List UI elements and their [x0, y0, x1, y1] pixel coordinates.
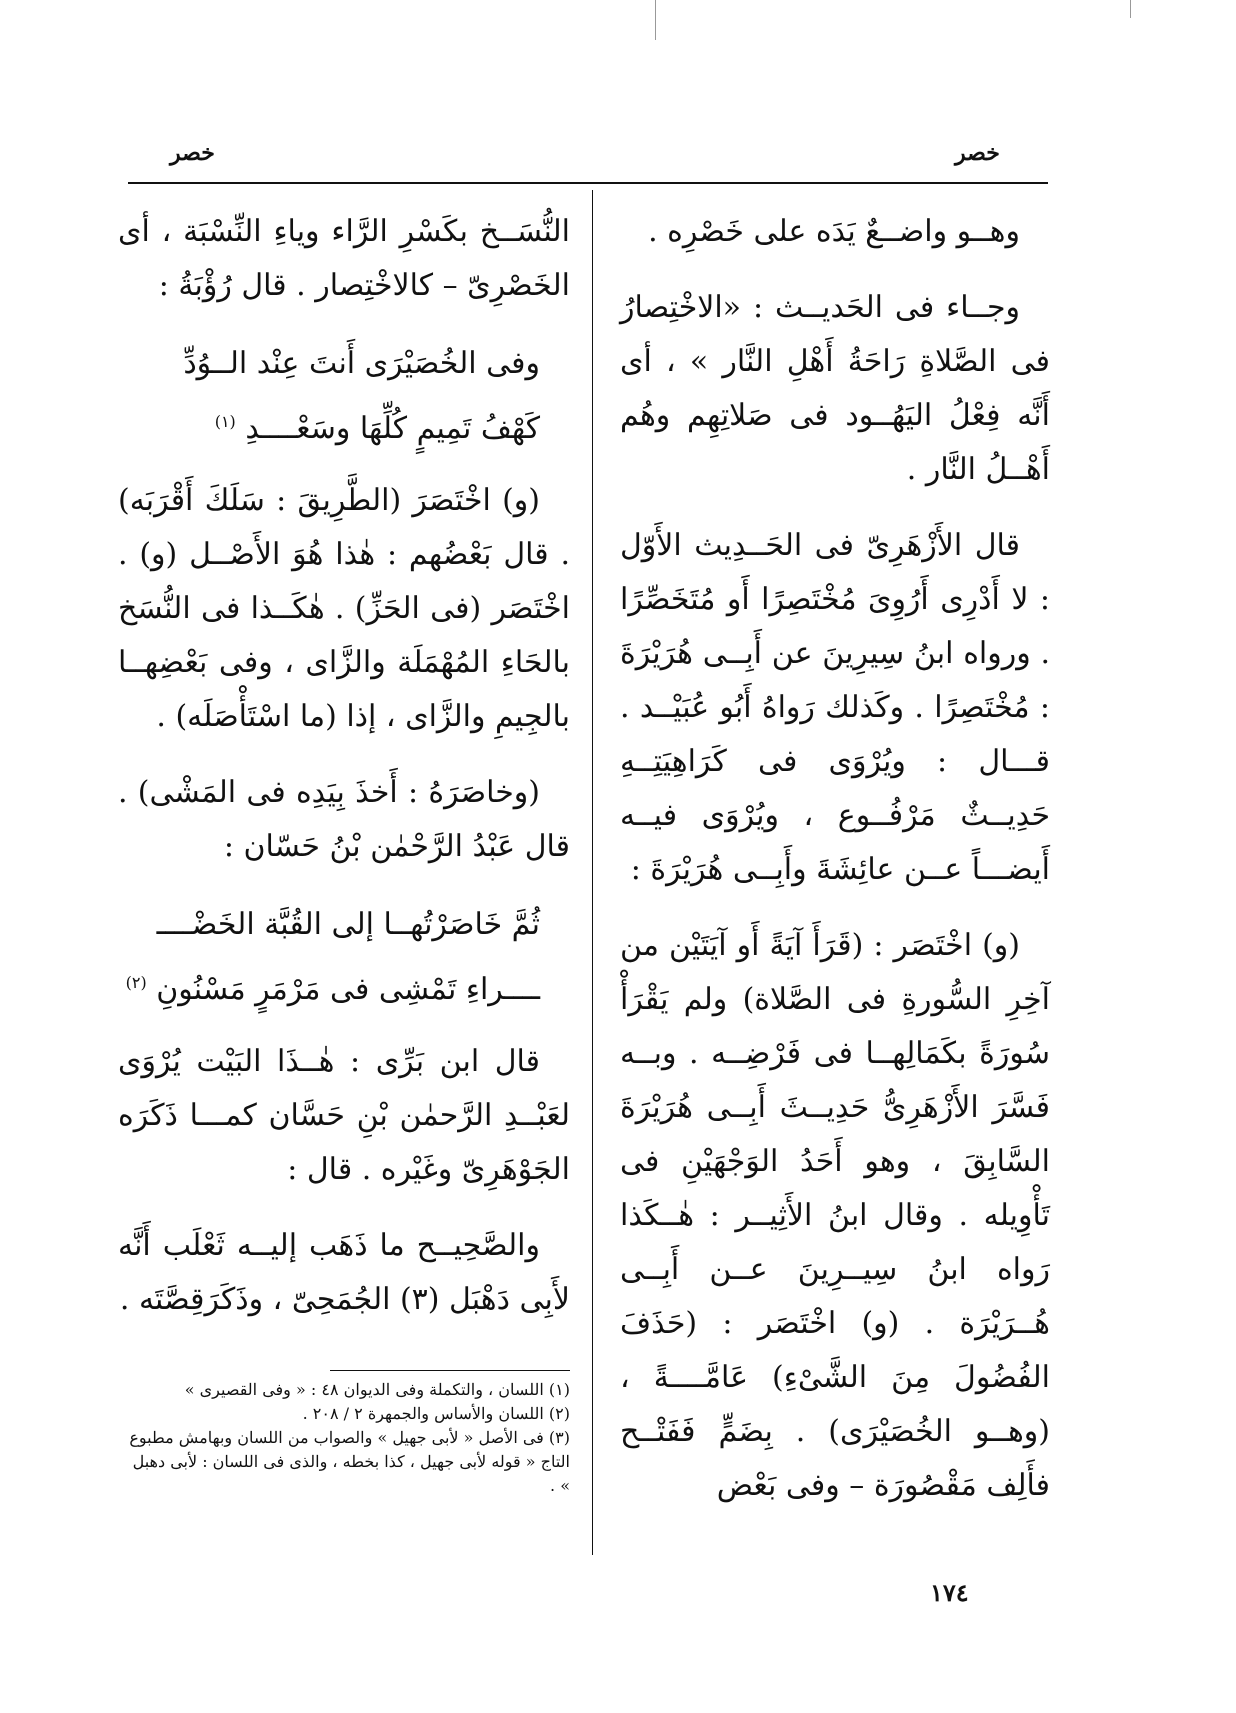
verse-text: ــــراءِ تَمْشِى فى مَرْمَرٍ مَسْنُونِ [156, 972, 540, 1007]
paragraph: قال الأَزْهَرِىّ فى الحَــدِيث الأَوّل : لا أَدْرِى أَرُوِىَ مُخْتَصِرًا أَو مُتَخَصِّرًا . ورواه ابنُ سِيرِينَ عن أَبِــى هُرَيْرَةَ : مُخْتَصِرًا . وكَذلك رَواهُ أَبُو عُبَيْــد . قـــال : ويُرْوَى فى كَرَاهِيَتِــهِ حَدِيــثٌ مَرْفُــوع ، ويُرْوَى فيــه أَيضـــاً عــن عائِشَةَ وأَبِــى هُرَيْرَةَ : [620, 528, 1050, 887]
paragraph: وهــو واضــعٌ يَدَه على خَصْرِه . [648, 214, 1020, 249]
right-column [620, 205, 1050, 1535]
verse-line: ثُمَّ خَاصَرْتُهــا إلى القُبَّة الخَضْــــ [156, 907, 540, 942]
poem-verse [118, 335, 570, 458]
footnote: (٣) فى الأصل « لأبى جهيل » والصواب من اللسان وبهامش مطبوع التاج « قوله لأبى جهيل ، كذا بخطه ، والذى فى اللسان : لأبى دهبل » . [129, 1428, 570, 1495]
paragraph: والصَّحِيــح ما ذَهَب إليــه ثَعْلَب أَنَّه لأَبِى دَهْبَل (٣) الجُمَحِىّ ، وذَكَرَقِصَّتَه . [118, 1228, 570, 1317]
crop-mark-top-right [1130, 0, 1131, 18]
footnote-marker: (١) [214, 412, 236, 431]
paragraph: (و) اخْتَصَر : (قَرَأَ آيَةً أَو آيَتَيْن من آخِرِ السُّورةِ فى الصَّلاة) ولم يَقْرَأْ سُورَةً بكَمَالِهــا فى فَرْضِــه . وبــه فَسَّرَ الأَزْهَرِىُّ حَدِيــثَ أَبِــى هُرَيْرَةَ السَّابِقَ ، وهو أَحَدُ الوَجْهَيْنِ فى تَأْوِيله . وقال ابنُ الأَثِيــر : هٰــكَذا رَواه ابنُ سِيــرِينَ عــن أَبِــى هُــرَيْرَة . (و) اخْتَصَر : (حَذَفَ الفُضُولَ مِنَ الشَّىْءِ) عَامَّــــةً ، (وهــو الخُصَيْرَى) . بِضَمٍّ فَفَتْــح فأَلِف مَقْصُورَة – وفى بَعْض [620, 928, 1050, 1503]
running-head-right: خصر [955, 140, 1000, 166]
page-number: ١٧٤ [930, 1578, 969, 1607]
running-head-left: خصر [170, 140, 215, 166]
paragraph: قال ابن بَرِّى : هٰــذَا البَيْت يُرْوَى لعَبْــدِ الرَّحمٰن بْنِ حَسَّان كمـــا ذَكَرَه الجَوْهَرِىّ وغَيْره . قال : [118, 1044, 570, 1187]
paragraph: النُّسَــخ بكَسْرِ الرَّاء وياءِ النِّسْبَة ، أى الخَصْرِىّ – كالاخْتِصار . قال رُؤْبَةُ : [118, 214, 570, 303]
verse-line: وفى الخُصَيْرَى أَنتَ عِنْد الــوُدِّ [183, 346, 540, 381]
verse-line [118, 393, 540, 458]
verse-text: كَهْفُ تَمِيمٍ كُلِّهَا وسَعْــــدِ [245, 411, 540, 446]
footnote: (٢) اللسان والأساس والجمهرة ٢ / ٢٠٨ . [302, 1404, 570, 1423]
paragraph: (و) اخْتَصَرَ (الطَّرِيقَ : سَلَكَ أَقْرَبَه) . قال بَعْضُهم : هٰذا هُوَ الأَصْــل (و) . اخْتَصَر (فى الحَزِّ) . هٰكَــذا فى النُّسَخ بالحَاءِ المُهْمَلَة والزَّاى ، وفى بَعْضِهــا بالجِيمِ والزَّاى ، إذا (ما اسْتَأْصَلَه) . [118, 483, 570, 734]
paragraph: وجــاء فى الحَديــث : «الاخْتِصارُ فى الصَّلاةِ رَاحَةُ أَهْلِ النَّار » ، أى أَنَّه فِعْلُ اليَهُــود فى صَلاتِهِم وهُم أَهْــلُ النَّار . [620, 290, 1050, 487]
header-rule [128, 182, 1048, 184]
footnote: (١) اللسان ، والتكملة وفى الديوان ٤٨ : « وفى القصيرى » [184, 1380, 570, 1399]
crop-mark-top-center [655, 0, 656, 40]
footnotes [118, 1378, 570, 1498]
poem-verse [118, 896, 570, 1019]
verse-line [118, 954, 540, 1019]
left-column [118, 205, 570, 1349]
column-divider [592, 190, 593, 1555]
footnote-rule [330, 1370, 570, 1371]
paragraph: (وخاصَرَهُ : أَخذَ بِيَدِه فى المَشْى) . قال عَبْدُ الرَّحْمٰن بْنُ حَسّان : [118, 775, 570, 864]
footnote-marker: (٢) [125, 973, 147, 992]
